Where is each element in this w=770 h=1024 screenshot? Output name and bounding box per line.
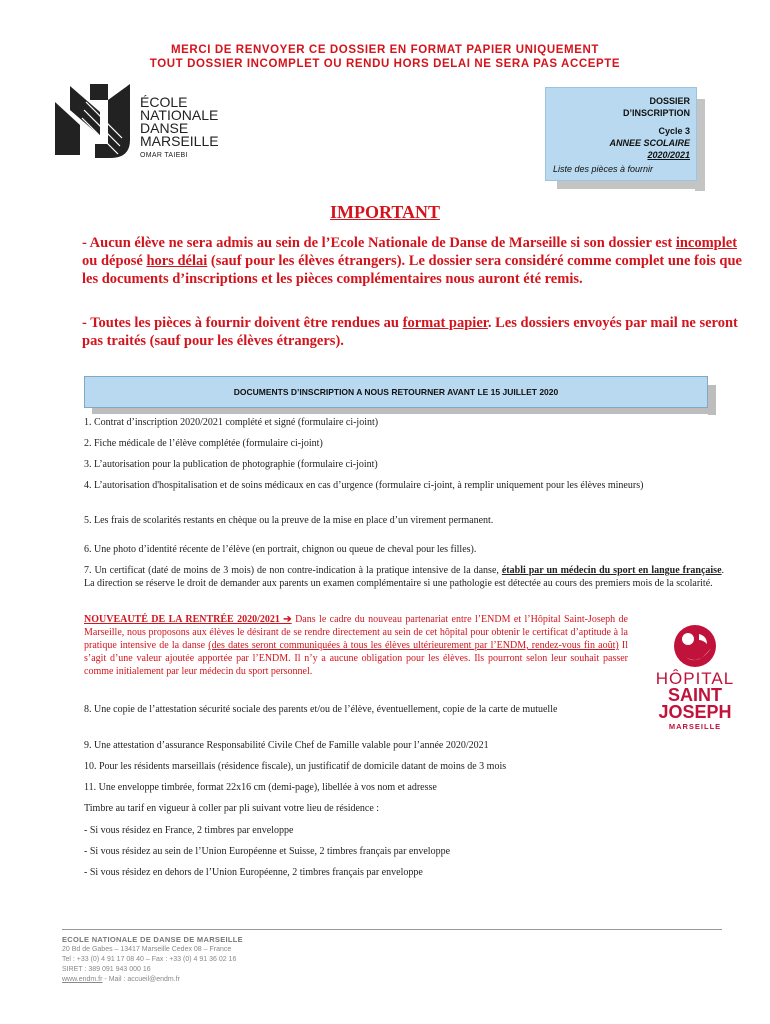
top-notice-line2: TOUT DOSSIER INCOMPLET OU RENDU HORS DELAI NE SERA PAS ACCEPTE xyxy=(149,58,621,70)
important-paragraph-2: - Toutes les pièces à fournir doivent être rendues au format papier. Les dossiers envoyés par mail ne seront pas traités (sauf pour les élèves étrangers). xyxy=(82,315,738,349)
list-item: - Si vous résidez en dehors de l’Union Européenne, 2 timbres français par enveloppe xyxy=(84,867,423,878)
footer-address: 20 Bd de Gabes – 13417 Marseille Cedex 08 – France xyxy=(62,946,232,953)
hopital-logo-text xyxy=(645,671,745,733)
list-item: 8. Une copie de l’attestation sécurité sociale des parents et/ou de l’élève, éventuellement, copie de la carte de mutuelle xyxy=(84,704,558,715)
box-content xyxy=(545,95,690,175)
dossier-line1: DOSSIER xyxy=(649,96,690,106)
hopital-line2: SAINT xyxy=(668,685,722,705)
list-item: 7. Un certificat (daté de moins de 3 mois) de non contre-indication à la pratique intensive de la danse, établi par un médecin du sport en langue française. La direction se réserve le droit de demander aux parents un examen complémentaire si une pathologie est détectée au cours des premiers mois de la scolarité. xyxy=(84,565,725,589)
footer-tel: Tel : +33 (0) 4 91 17 08 40 – Fax : +33 (0) 4 91 36 02 16 xyxy=(62,956,237,963)
list-item: - Si vous résidez au sein de l’Union Européenne et Suisse, 2 timbres français par enveloppe xyxy=(84,846,451,857)
list-item: 6. Une photo d’identité récente de l’élève (en portrait, chignon ou queue de cheval pour les filles). xyxy=(84,544,477,555)
footer-web-link[interactable]: www.endm.fr xyxy=(62,976,103,983)
list-item: 10. Pour les résidents marseillais (résidence fiscale), un justificatif de domicile datant de moins de 3 mois xyxy=(84,761,507,772)
dossier-annee: ANNEE SCOLAIRE xyxy=(609,138,690,148)
top-notice xyxy=(0,43,770,71)
timbre-text: Timbre au tarif en vigueur à coller par pli suivant votre lieu de résidence : xyxy=(84,803,380,814)
footer-siret: SIRET : 389 091 943 000 16 xyxy=(62,966,151,973)
logo-line3: DANSE xyxy=(140,120,189,136)
list-item: 3. L’autorisation pour la publication de photographie (formulaire ci-joint) xyxy=(84,459,378,470)
footer-title: ECOLE NATIONALE DE DANSE DE MARSEILLE xyxy=(62,935,243,944)
endm-logo-text xyxy=(140,96,219,161)
dates-link-text: (des dates seront communiquées à tous les élèves ultérieurement par l’ENDM, rendez-vous fin août) xyxy=(208,640,619,651)
important-paragraph-1: - Aucun élève ne sera admis au sein de l’Ecole Nationale de Danse de Marseille si son dossier est incomplet ou déposé hors délai (sauf pour les élèves étrangers). Le dossier sera considéré comme complet une fois que les documents d’inscriptions et les pièces complémentaires nous auront été remis. xyxy=(82,235,742,287)
list-item: 9. Une attestation d’assurance Responsabilité Civile Chef de Famille valable pour l’année 2020/2021 xyxy=(84,740,489,751)
list-item: 1. Contrat d’inscription 2020/2021 complété et signé (formulaire ci-joint) xyxy=(84,417,379,428)
incomplet-text: incomplet xyxy=(675,235,738,251)
dossier-line2: D’INSCRIPTION xyxy=(622,108,690,118)
list-item: 11. Une enveloppe timbrée, format 22x16 cm (demi-page), libellée à vos nom et adresse xyxy=(84,782,437,793)
hopital-line1: HÔPITAL xyxy=(655,669,735,688)
dossier-box xyxy=(545,87,707,191)
hopital-line4: MARSEILLE xyxy=(668,722,722,731)
medecin-sport-text: établi par un médecin du sport en langue française xyxy=(501,565,722,576)
important-title: IMPORTANT xyxy=(329,202,441,222)
logo-line1: ÉCOLE xyxy=(140,94,188,110)
list-item: 5. Les frais de scolarités restants en chèque ou la preuve de la mise en place d’un virement permanent. xyxy=(84,515,494,526)
nouveaute-title: NOUVEAUTÉ DE LA RENTRÉE 2020/2021 ➔ xyxy=(84,614,292,625)
logo-sub: OMAR TAIEBI xyxy=(140,152,188,159)
list-item: 4. L’autorisation d'hospitalisation et de soins médicaux en cas d’urgence (formulaire ci-joint, à remplir uniquement pour les élèves mineurs) xyxy=(84,480,644,491)
dossier-cycle: Cycle 3 xyxy=(658,126,690,136)
dossier-year: 2020/2021 xyxy=(647,150,690,160)
logo-line4: MARSEILLE xyxy=(140,133,219,149)
footer-divider xyxy=(62,929,722,930)
hors-delai-text: hors délai xyxy=(146,253,208,269)
documents-header: DOCUMENTS D’INSCRIPTION A NOUS RETOURNER AVANT LE 15 JUILLET 2020 xyxy=(84,376,708,408)
footer xyxy=(62,935,243,985)
nouveaute-paragraph: NOUVEAUTÉ DE LA RENTRÉE 2020/2021 ➔ Dans le cadre du nouveau partenariat entre l’ENDM et l’Hôpital Saint-Joseph de Marseille, nous proposons aux élèves le désirant de se rendre directement au sein de cet hôpital pour obtenir le certificat d’aptitude à la pratique intensive de la danse (des dates seront communiquées à tous les élèves ultérieurement par l’ENDM, rendez-vous fin août) Il s’agit d’une valeur ajoutée apportée par l’ENDM. Il n’y a aucune obligation pour les élèves. Ils pourront selon leur souhait passer comme initialement par leur médecin du sport personnel. xyxy=(84,614,628,677)
dossier-note: Liste des pièces à fournir xyxy=(553,164,654,174)
hopital-line3: JOSEPH xyxy=(658,702,732,722)
top-notice-line1: MERCI DE RENVOYER CE DOSSIER EN FORMAT PAPIER UNIQUEMENT xyxy=(170,44,600,56)
format-papier-text: format papier xyxy=(402,315,488,331)
list-item: - Si vous résidez en France, 2 timbres par enveloppe xyxy=(84,825,294,836)
logo-line2: NATIONALE xyxy=(140,107,219,123)
footer-mail: - Mail : accueil@endm.fr xyxy=(102,976,180,983)
list-item: 2. Fiche médicale de l’élève complétée (formulaire ci-joint) xyxy=(84,438,323,449)
